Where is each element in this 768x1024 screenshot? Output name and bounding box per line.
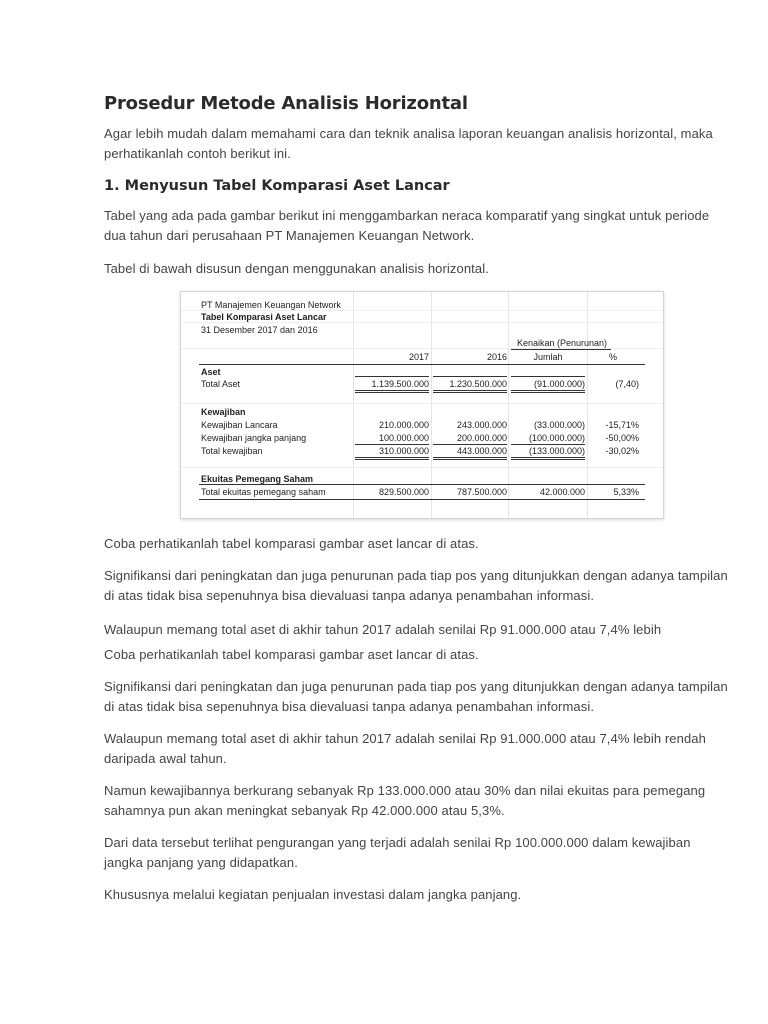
header-jumlah: Jumlah bbox=[533, 352, 563, 362]
cell-2016: 787.500.000 bbox=[456, 487, 507, 497]
header-2016: 2016 bbox=[486, 352, 507, 362]
ekuitas-header: Ekuitas Pemegang Saham bbox=[201, 474, 314, 484]
row-label: Total Aset bbox=[201, 379, 241, 389]
cell-2017: 829.500.000 bbox=[378, 487, 429, 497]
kewajiban-header: Kewajiban bbox=[201, 407, 246, 417]
cell-2017: 1.139.500.000 bbox=[371, 379, 429, 389]
cell-pct: -15,71% bbox=[605, 420, 639, 430]
header-pct: % bbox=[608, 352, 617, 362]
body-paragraph: Signifikansi dari peningkatan dan juga penurunan pada tiap pos yang ditunjukkan dengan adanya tampilan di atas tidak bisa sepenuhnya bisa dievaluasi tanpa adanya penambahan informasi. bbox=[104, 568, 728, 603]
table-company: PT Manajemen Keuangan Network bbox=[201, 300, 341, 310]
cell-jumlah: 42.000.000 bbox=[539, 487, 585, 497]
cell-pct: -30,02% bbox=[605, 446, 639, 456]
row-label: Total ekuitas pemegang saham bbox=[201, 487, 326, 497]
table-date: 31 Desember 2017 dan 2016 bbox=[201, 325, 318, 335]
row-label: Kewajiban jangka panjang bbox=[201, 433, 307, 443]
header-2017: 2017 bbox=[408, 352, 429, 362]
body-paragraph: Coba perhatikanlah tabel komparasi gambar aset lancar di atas. bbox=[104, 647, 479, 662]
cell-jumlah: (91.000.000) bbox=[533, 379, 585, 389]
cell-pct: (7,40) bbox=[615, 379, 639, 389]
cell-2017: 310.000.000 bbox=[378, 446, 429, 456]
body-paragraph: Walaupun memang total aset di akhir tahun 2017 adalah senilai Rp 91.000.000 atau 7,4% lebih bbox=[104, 622, 662, 637]
section-paragraph-2: Tabel di bawah disusun dengan menggunakan analisis horizontal. bbox=[104, 261, 489, 276]
body-paragraph: Coba perhatikanlah tabel komparasi gambar aset lancar di atas. bbox=[104, 536, 479, 551]
table-name: Tabel Komparasi Aset Lancar bbox=[201, 312, 327, 322]
cell-2017: 100.000.000 bbox=[378, 433, 429, 443]
body-paragraph: Namun kewajibannya berkurang sebanyak Rp 133.000.000 atau 30% dan nilai ekuitas para pemegang sahamnya pun akan meningkat sebanyak Rp 42.000.000 atau 5,3%. bbox=[104, 783, 706, 818]
cell-pct: -50,00% bbox=[605, 433, 639, 443]
row-label: Kewajiban Lancara bbox=[201, 420, 278, 430]
cell-2016: 443.000.000 bbox=[456, 446, 507, 456]
cell-2017: 210.000.000 bbox=[378, 420, 429, 430]
cell-jumlah: (33.000.000) bbox=[533, 420, 585, 430]
page-title: Prosedur Metode Analisis Horizontal bbox=[104, 93, 468, 114]
cell-pct: 5,33% bbox=[613, 487, 639, 497]
cell-2016: 200.000.000 bbox=[456, 433, 507, 443]
cell-2016: 243.000.000 bbox=[456, 420, 507, 430]
comparison-table-image bbox=[180, 291, 664, 519]
header-group: Kenaikan (Penurunan) bbox=[516, 338, 608, 348]
section-title: 1. Menyusun Tabel Komparasi Aset Lancar bbox=[104, 178, 450, 194]
section-paragraph-1: Tabel yang ada pada gambar berikut ini menggambarkan neraca komparatif yang singkat untuk periode dua tahun dari perusahaan PT Manajemen Keuangan Network. bbox=[104, 208, 710, 243]
cell-jumlah: (133.000.000) bbox=[528, 446, 585, 456]
body-paragraph: Signifikansi dari peningkatan dan juga penurunan pada tiap pos yang ditunjukkan dengan adanya tampilan di atas tidak bisa sepenuhnya bisa dievaluasi tanpa adanya penambahan informasi. bbox=[104, 679, 728, 714]
cell-2016: 1.230.500.000 bbox=[449, 379, 507, 389]
cell-jumlah: (100.000.000) bbox=[528, 433, 585, 443]
body-paragraph: Khususnya melalui kegiatan penjualan investasi dalam jangka panjang. bbox=[104, 887, 522, 902]
aset-header: Aset bbox=[201, 367, 221, 377]
body-paragraph: Dari data tersebut terlihat pengurangan yang terjadi adalah senilai Rp 100.000.000 dalam kewajiban jangka panjang yang didapatkan. bbox=[104, 835, 691, 870]
intro-paragraph: Agar lebih mudah dalam memahami cara dan teknik analisa laporan keuangan analisis horizontal, maka perhatikanlah contoh berikut ini. bbox=[104, 126, 713, 161]
body-paragraph: Walaupun memang total aset di akhir tahun 2017 adalah senilai Rp 91.000.000 atau 7,4% lebih rendah daripada awal tahun. bbox=[104, 731, 706, 766]
row-label: Total kewajiban bbox=[201, 446, 263, 456]
